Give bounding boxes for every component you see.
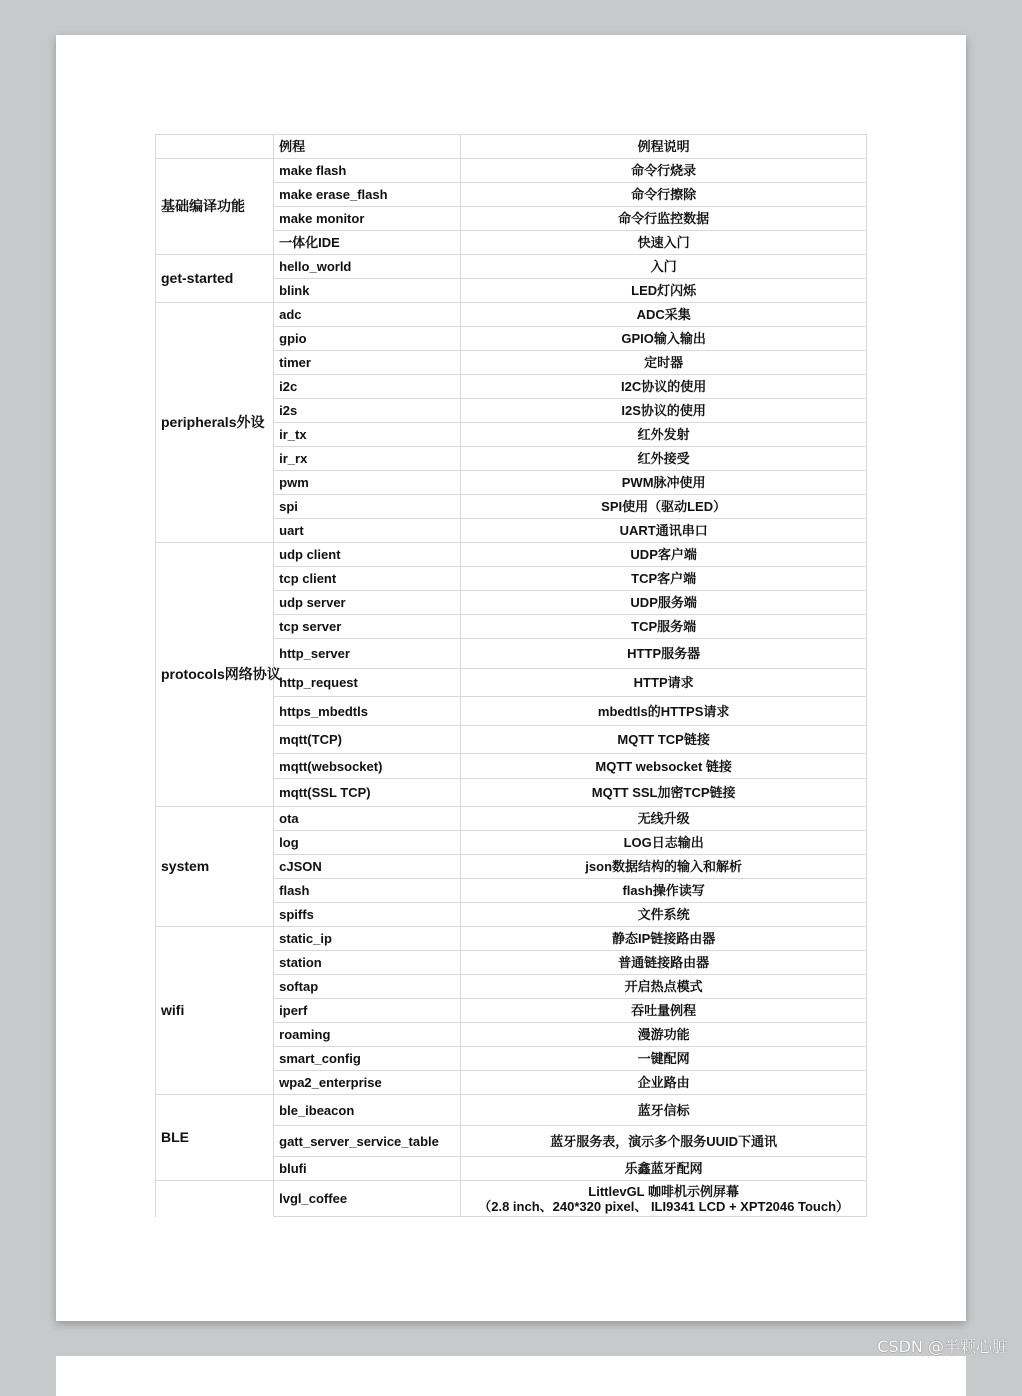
description-cell: UDP服务端	[461, 591, 867, 615]
description-cell: 命令行烧录	[461, 159, 867, 183]
example-cell: station	[274, 951, 461, 975]
description-cell: 红外发射	[461, 423, 867, 447]
description-cell: 蓝牙信标	[461, 1095, 867, 1126]
examples-table	[155, 134, 867, 1217]
description-cell: MQTT TCP链接	[461, 726, 867, 754]
example-cell: gatt_server_service_table	[274, 1126, 461, 1157]
table-header-row	[156, 135, 867, 159]
description-line: LittlevGL 咖啡机示例屏幕	[588, 1183, 739, 1199]
table-row	[156, 159, 867, 183]
example-cell: ota	[274, 807, 461, 831]
description-cell: MQTT SSL加密TCP链接	[461, 779, 867, 807]
description-cell: 一键配网	[461, 1047, 867, 1071]
table-row	[156, 1095, 867, 1126]
description-cell: 文件系统	[461, 903, 867, 927]
description-cell: 静态IP链接路由器	[461, 927, 867, 951]
description-cell: LOG日志输出	[461, 831, 867, 855]
example-cell: blufi	[274, 1157, 461, 1181]
example-cell: ir_rx	[274, 447, 461, 471]
example-cell: 一体化IDE	[274, 231, 461, 255]
example-cell: timer	[274, 351, 461, 375]
group-cell	[156, 1181, 274, 1217]
example-cell: pwm	[274, 471, 461, 495]
group-cell: 基础编译功能	[156, 159, 274, 255]
next-page	[56, 1356, 966, 1396]
description-cell: GPIO输入输出	[461, 327, 867, 351]
example-cell: http_request	[274, 669, 461, 697]
group-cell: protocols网络协议	[156, 543, 274, 807]
example-cell: iperf	[274, 999, 461, 1023]
example-cell: udp server	[274, 591, 461, 615]
example-cell: udp client	[274, 543, 461, 567]
example-cell: smart_config	[274, 1047, 461, 1071]
example-cell: https_mbedtls	[274, 697, 461, 726]
description-cell: LED灯闪烁	[461, 279, 867, 303]
example-cell: hello_world	[274, 255, 461, 279]
group-cell: wifi	[156, 927, 274, 1095]
description-cell: 吞吐量例程	[461, 999, 867, 1023]
example-cell: lvgl_coffee	[274, 1181, 461, 1217]
example-cell: log	[274, 831, 461, 855]
description-cell: UDP客户端	[461, 543, 867, 567]
header-group-cell	[156, 135, 274, 159]
description-line-2: （2.8 inch、240*320 pixel、 ILI9341 LCD + XPT2046 Touch）	[478, 1198, 850, 1214]
description-cell: 开启热点模式	[461, 975, 867, 999]
example-cell: ir_tx	[274, 423, 461, 447]
description-cell: ADC采集	[461, 303, 867, 327]
example-cell: spi	[274, 495, 461, 519]
description-cell: TCP服务端	[461, 615, 867, 639]
description-cell: 无线升级	[461, 807, 867, 831]
example-cell: softap	[274, 975, 461, 999]
example-cell: mqtt(SSL TCP)	[274, 779, 461, 807]
example-cell: adc	[274, 303, 461, 327]
description-cell: 入门	[461, 255, 867, 279]
example-cell: make flash	[274, 159, 461, 183]
example-cell: tcp client	[274, 567, 461, 591]
description-cell: 普通链接路由器	[461, 951, 867, 975]
example-cell: uart	[274, 519, 461, 543]
table-row	[156, 807, 867, 831]
example-cell: static_ip	[274, 927, 461, 951]
document-page	[56, 35, 966, 1321]
description-cell: I2C协议的使用	[461, 375, 867, 399]
description-cell: 命令行擦除	[461, 183, 867, 207]
table-row	[156, 543, 867, 567]
description-cell: 快速入门	[461, 231, 867, 255]
example-cell: wpa2_enterprise	[274, 1071, 461, 1095]
description-cell: UART通讯串口	[461, 519, 867, 543]
example-cell: ble_ibeacon	[274, 1095, 461, 1126]
description-cell: 命令行监控数据	[461, 207, 867, 231]
group-cell: peripherals外设	[156, 303, 274, 543]
example-cell: gpio	[274, 327, 461, 351]
description-cell: 定时器	[461, 351, 867, 375]
description-cell	[461, 1181, 867, 1217]
description-cell: PWM脉冲使用	[461, 471, 867, 495]
example-cell: i2s	[274, 399, 461, 423]
description-cell: HTTP请求	[461, 669, 867, 697]
example-cell: mqtt(TCP)	[274, 726, 461, 754]
group-cell: get-started	[156, 255, 274, 303]
header-description-cell: 例程说明	[461, 135, 867, 159]
description-cell: SPI使用（驱动LED）	[461, 495, 867, 519]
watermark: CSDN @半颗心脏	[877, 1337, 1008, 1356]
description-cell: 红外接受	[461, 447, 867, 471]
description-cell: I2S协议的使用	[461, 399, 867, 423]
description-cell: flash操作读写	[461, 879, 867, 903]
description-cell: MQTT websocket 链接	[461, 754, 867, 779]
example-cell: spiffs	[274, 903, 461, 927]
example-cell: make monitor	[274, 207, 461, 231]
example-cell: flash	[274, 879, 461, 903]
example-cell: http_server	[274, 639, 461, 669]
table-row	[156, 255, 867, 279]
description-cell: HTTP服务器	[461, 639, 867, 669]
example-cell: blink	[274, 279, 461, 303]
table-row	[156, 1181, 867, 1217]
description-cell: 蓝牙服务表，演示多个服务UUID下通讯	[461, 1126, 867, 1157]
description-cell: 乐鑫蓝牙配网	[461, 1157, 867, 1181]
example-cell: tcp server	[274, 615, 461, 639]
table-row	[156, 927, 867, 951]
example-cell: roaming	[274, 1023, 461, 1047]
example-cell: mqtt(websocket)	[274, 754, 461, 779]
description-cell: 漫游功能	[461, 1023, 867, 1047]
group-cell: BLE	[156, 1095, 274, 1181]
example-cell: make erase_flash	[274, 183, 461, 207]
example-cell: cJSON	[274, 855, 461, 879]
header-example-cell: 例程	[274, 135, 461, 159]
description-cell: TCP客户端	[461, 567, 867, 591]
description-cell: mbedtls的HTTPS请求	[461, 697, 867, 726]
group-cell: system	[156, 807, 274, 927]
description-cell: 企业路由	[461, 1071, 867, 1095]
description-cell: json数据结构的输入和解析	[461, 855, 867, 879]
table-row	[156, 303, 867, 327]
example-cell: i2c	[274, 375, 461, 399]
